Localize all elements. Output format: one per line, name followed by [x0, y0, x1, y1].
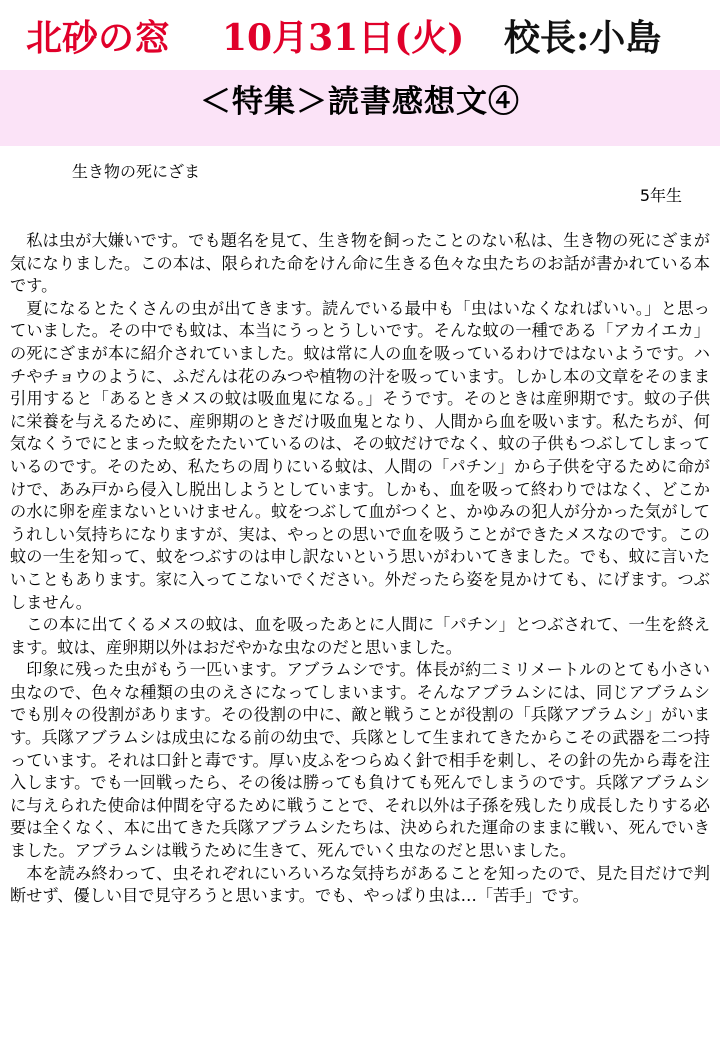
essay-paragraph: この本に出てくるメスの蚊は、血を吸ったあとに人間に「パチン」とつぶされて、一生を終えます。蚊は、産卵期以外はおだやかな虫なのだと思いました。 [10, 615, 710, 657]
essay-title: 生き物の死にざま [72, 162, 201, 181]
essay-paragraph: 印象に残った虫がもう一匹います。アブラムシです。体長が約二ミリメートルのとても小さい虫なので、色々な種類の虫のえさになってしまいます。そんなアブラムシには、同じアブラムシでも別々の役割があります。その役割の中に、敵と戦うことが役割の「兵隊アブラムシ」がいます。兵隊アブラムシは成虫になる前の幼虫で、兵隊として生まれてきたからこその武器を二つ持っています。それは口針と毒です。厚い皮ふをつらぬく針で相手を刺し、その針の先から毒を注入します。でも一回戦ったら、その後は勝っても負けても死んでしまうのです。兵隊アブラムシに与えられた使命は仲間を守るために戦うことで、それ以外は子孫を残したり成長したりする必要は全くなく、本に出てきた兵隊アブラムシたちは、決められた運命のままに戦い、死んでいきました。アブラムシは戦うために生きて、死んでいく虫なのだと思いました。 [10, 660, 710, 861]
newsletter-name: 北砂の窓 [26, 17, 171, 59]
principal-name: 校長:小島 [504, 17, 662, 59]
feature-banner [0, 70, 720, 146]
issue-date: 10月31日(火) [222, 17, 465, 59]
essay-paragraph: 本を読み終わって、虫それぞれにいろいろな気持ちがあることを知ったので、見た目だけで判断せず、優しい目で見守ろうと思います。でも、やっぱり虫は…「苦手」です。 [10, 863, 710, 906]
essay-grade: 5年生 [639, 186, 682, 205]
essay-paragraph: 夏になるとたくさんの虫が出てきます。読んでいる最中も「虫はいなくなればいい。」と思っていました。その中でも蚊は、本当にうっとうしいです。そんな蚊の一種である「アカイエカ」の死にざまが本に紹介されていました。蚊は常に人の血を吸っているわけではないようです。ハチやチョウのように、ふだんは花のみつや植物の汁を吸っています。しかし本の文章をそのまま引用すると「あるときメスの蚊は吸血鬼になる。」そうです。そのときは産卵期です。蚊の子供に栄養を与えるために、産卵期のときだけ吸血鬼となり、人間から血を吸います。私たちが、何気なくうでにとまった蚊をたたいているのは、その蚊だけでなく、蚊の子供もつぶしてしまっているのです。そのため、私たちの周りにいる蚊は、人間の「パチン」から子供を守るために命がけで、あみ戸から侵入し脱出しようとしています。しかも、血を吸って終わりではなく、どこかの水に卵を産まないといけません。蚊をつぶして血がつくと、かゆみの犯人が分かった気がしてうれしい気持ちになりますが、実は、やっとの思いで血を吸うことができたメスなのです。この蚊の一生を知って、蚊をつぶすのは申し訳ないという思いがわいてきました。でも、蚊に言いたいこともあります。家に入ってこないでください。外だったら姿を見かけても、にげます。つぶしません。 [10, 298, 710, 612]
feature-title: ＜特集＞読書感想文④ [200, 84, 520, 120]
essay-body [10, 230, 710, 908]
newsletter-header [0, 10, 720, 66]
essay-paragraph: 私は虫が大嫌いです。でも題名を見て、生き物を飼ったことのない私は、生き物の死にざまが気になりました。この本は、限られた命をけん命に生きる色々な虫たちのお話が書かれている本です。 [10, 231, 710, 296]
